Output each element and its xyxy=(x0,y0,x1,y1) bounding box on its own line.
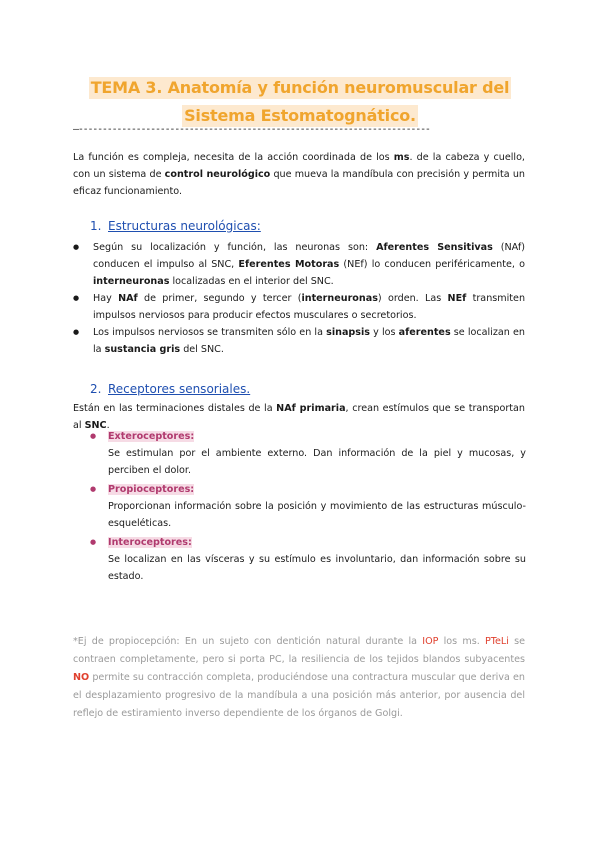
receptors-intro: Están en las terminaciones distales de la NAf primaria, crean estímulos que se transportan al SNC. xyxy=(73,403,525,431)
title-line-1: TEMA 3. Anatomía y función neuromuscular del xyxy=(90,78,510,97)
separator-line: —------------------------------------------------------------------------- xyxy=(73,124,430,135)
page-title xyxy=(0,74,600,130)
proprioception-note: *Ej de propiocepción: En un sujeto con dentición natural durante la IOP los ms. PTeLi se contraen completamente, pero si porta PC, la resiliencia de los tejidos blandos subyacentes NO permite su contracción completa, produciéndose una contractura muscular que deriva en el desplazamiento progresivo de la mandíbula a una posición más anterior, por ausencia del reflejo de estiramiento inverso dependiente de los órganos de Golgi. xyxy=(73,636,525,719)
section-1-heading xyxy=(90,219,261,233)
section-2-heading xyxy=(90,382,250,396)
receptor-propioceptores: ● Propioceptores: xyxy=(90,481,526,498)
receptor-description: Se estimulan por el ambiente externo. Dan información de la piel y mucosas, y perciben el dolor. xyxy=(108,448,526,476)
list-item: ● Los impulsos nerviosos se transmiten sólo en la sinapsis y los aferentes se localizan en la sustancia gris del SNC. xyxy=(73,324,525,358)
neuro-bullet-list xyxy=(73,239,525,358)
receptor-list xyxy=(90,426,526,587)
list-item: ● Hay NAf de primer, segundo y tercer (interneuronas) orden. Las NEf transmiten impulsos nerviosos para producir efectos musculares o secretorios. xyxy=(73,290,525,324)
list-item: ● Según su localización y función, las neuronas son: Aferentes Sensitivas (NAf) conducen el impulso al SNC, Eferentes Motoras (NEf) lo conducen periféricamente, o interneuronas localizadas en el interior del SNC. xyxy=(73,239,525,290)
receptor-exteroceptores: ● Exteroceptores: xyxy=(90,428,526,445)
receptor-interoceptores: ● Interoceptores: xyxy=(90,534,526,551)
intro-paragraph: La función es compleja, necesita de la acción coordinada de los ms. de la cabeza y cuello, con un sistema de control neurológico que mueva la mandíbula con precisión y permita un eficaz funcionamiento. xyxy=(73,152,525,197)
section-1-number: 1. xyxy=(90,219,102,233)
section-1-title: Estructuras neurológicas: xyxy=(108,219,261,233)
receptor-description: Proporcionan información sobre la posición y movimiento de las estructuras músculo-esqueléticas. xyxy=(108,501,526,529)
receptor-description: Se localizan en las vísceras y su estímulo es involuntario, dan información sobre su estado. xyxy=(108,554,526,582)
section-2-title: Receptores sensoriales. xyxy=(108,382,251,396)
title-line-2: Sistema Estomatognático. xyxy=(184,106,416,125)
section-2-number: 2. xyxy=(90,382,102,396)
